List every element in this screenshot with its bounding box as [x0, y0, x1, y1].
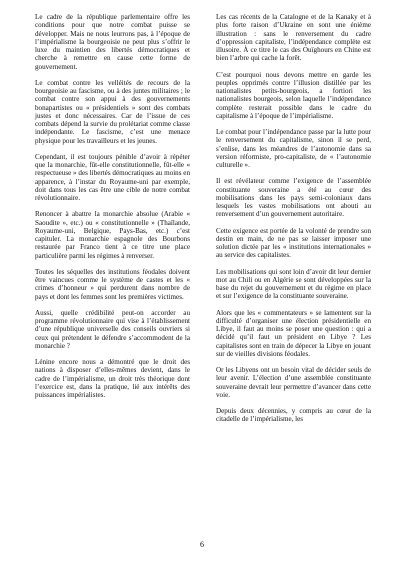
paragraph: Le combat contre les velléités de recours de la bourgeoisie au fascisme, ou à des juntes militaires ; le combat contre son appui à des gouvernements bonapartistes ou « présidentiels » sont des combats justes et donc nécessaires. Car de l’issue de ces combats dépend la survie du prolétariat comme classe indépendante. Le fascisme, c’est une menace physique pour les travailleurs et les jeunes.: [35, 78, 190, 145]
paragraph: Toutes les séquelles des institutions féodales doivent être vaincues comme le système de castes et les « crimes d’honneur » qui perdurent dans nombre de pays et dont les femmes sont les premières victimes.: [35, 267, 190, 301]
page-number: 6: [200, 540, 204, 549]
paragraph: Les mobilisations qui sont loin d’avoir dit leur dernier mot au Chili ou en Algérie se sont développées sur la base du rejet du gouvernement et du régime en place et sur l’exigence de la constituante souveraine.: [216, 267, 371, 301]
paragraph: Renoncer à abattre la monarchie absolue (Arabie « Saoudite », etc.) ou « constitutionnelle » (Thaïlande, Royaume-uni, Belgique, Pays-Bas, etc.) c’est capituler. La monarchie espagnole des Bourbons restaurée par Franco tient à ce titre une place particulière parmi les régimes à renverser.: [35, 210, 190, 260]
paragraph: Depuis deux décennies, y compris au cœur de la citadelle de l’impérialisme, les: [216, 407, 371, 424]
paragraph: Le combat pour l’indépendance passe par la lutte pour le renversement du capitalisme, sinon il se perd, s’enlise, dans les méandres de l’autonomie dans sa version réformiste, pro-capitaliste, de « l’autonomie culturelle ».: [216, 128, 371, 169]
paragraph: Le cadre de la république parlementaire offre les conditions pour que notre combat puisse se développer. Mais ne nous leurrons pas, à l’époque de l’impérialisme la bourgeoisie ne peut plus s’offrir le luxe du maintien des libertés démocratiques et cherche à remettre en cause cette forme de gouvernement.: [35, 13, 190, 71]
paragraph: Alors que les « commentateurs » se lamentent sur la difficulté d’organiser une élection présidentielle en Libye, il faut au moins se poser une question : qui a décidé qu’il faut un président en Libye ? Les capitalistes sont en train de dépecer la Libye en jouant sur de vieilles divisions féodales.: [216, 308, 371, 358]
paragraph: Les cas récents de la Catalogne et de la Kanaky et à plus forte raison d’Ukraine en sont une énième illustration : sans le renversement du cadre d’oppression capitaliste, l’indépendance complète est illusoire. À ce titre le cas des Ouïghours en Chine est bien l’arbre qui cache la forêt.: [216, 13, 371, 63]
paragraph: Cependant, il est toujours pénible d’avoir à répéter que la monarchie, fût-elle constitutionnelle, fût-elle « respectueuse » des libertés démocratiques au moins en apparence, à l’instar du Royaume-uni par exemple, doit dans tous les cas être une cible de notre combat révolutionnaire.: [35, 152, 190, 202]
paragraph: C’est pourquoi nous devons mettre en garde les peuples opprimés contre l’illusion distillée par les nationalistes petits-bourgeois, a fortiori les nationalistes bourgeois, selon laquelle l’indépendance complète resterait possible dans le cadre du capitalisme à l’époque de l’impérialisme.: [216, 70, 371, 120]
left-column: [35, 13, 190, 407]
paragraph: Cette exigence est portée de la volonté de prendre son destin en main, de ne pas se laisser imposer une solution dictée par les « institutions internationales » au service des capitalistes.: [216, 226, 371, 260]
right-column: [216, 13, 371, 432]
paragraph: Il est révélateur comme l’exigence de l’assemblée constituante souveraine a été au cœur des mobilisations dans les pays semi-coloniaux dans lesquels les vastes mobilisations ont abouti au renversement d’un gouvernement autoritaire.: [216, 177, 371, 219]
paragraph: Or les Libyens ont un besoin vital de décider seuls de leur avenir. L’élection d’une assemblée constituante souveraine devrait leur permettre d’avancer dans cette voie.: [216, 366, 371, 399]
paragraph: Aussi, quelle crédibilité peut-on accorder au programme révolutionnaire qui vise à l’établissement d’une république universelle des conseils ouvriers si ceux qui prétendent le défendre s’accommodent de la monarchie ?: [35, 308, 190, 350]
paragraph: Lénine encore nous a démontré que le droit des nations à disposer d’elles-mêmes devient, dans le cadre de l’impérialisme, un droit très théorique dont l’exercice est, dans la pratique, lié aux intérêts des puissances impérialistes.: [35, 358, 190, 399]
